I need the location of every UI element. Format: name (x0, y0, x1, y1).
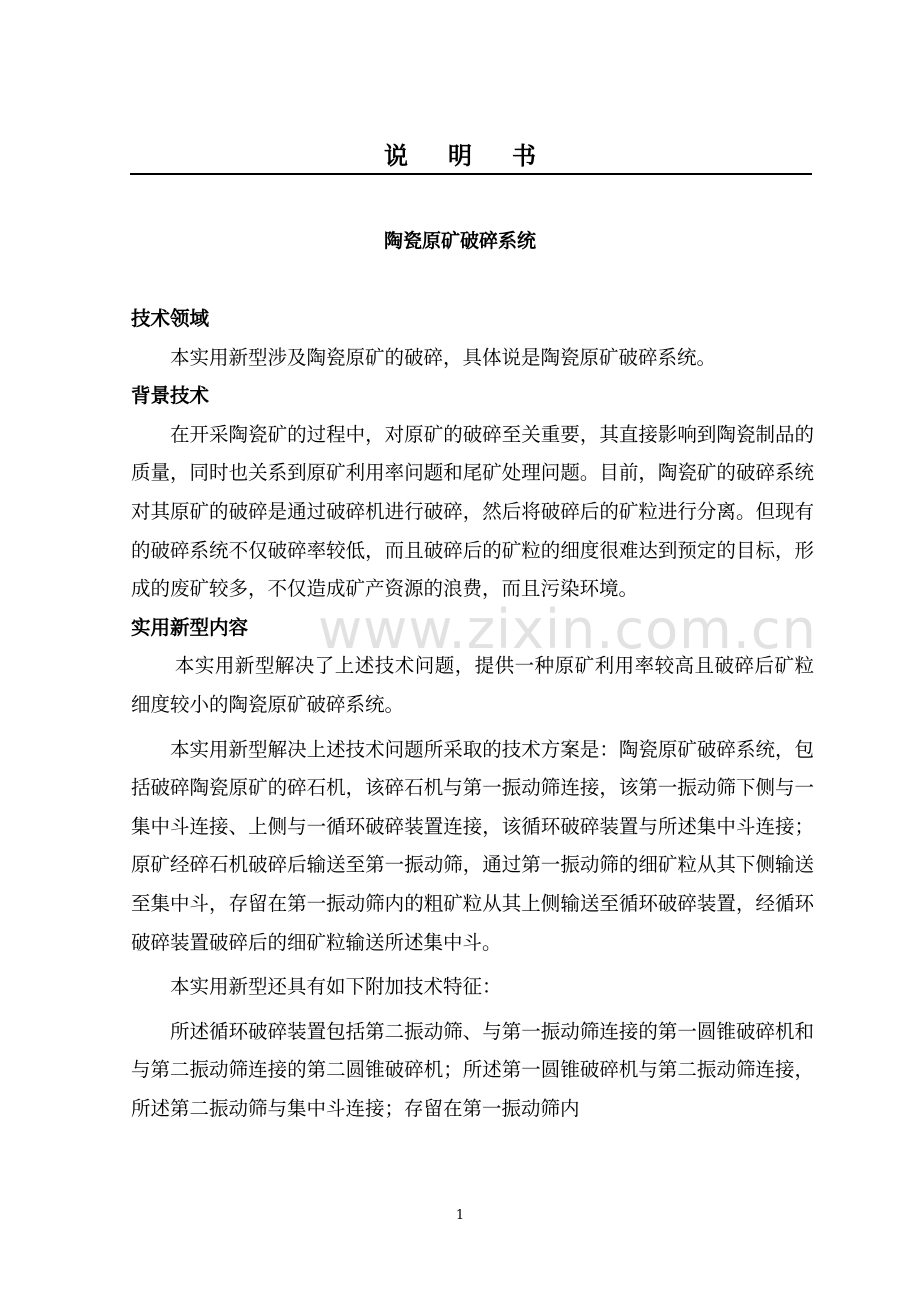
paragraph: 本实用新型还具有如下附加技术特征： (170, 975, 502, 999)
paragraph: 所述循环破碎装置包括第二振动筛、与第一振动筛连接的第一圆锥破碎机和与第二振动筛连接的第二圆锥破碎机；所述第一圆锥破碎机与第二振动筛连接，所述第二振动筛与集中斗连接；存留在第一振动筛内 (131, 1019, 814, 1120)
paragraph: 本实用新型解决上述技术问题所采取的技术方案是：陶瓷原矿破碎系统，包括破碎陶瓷原矿的碎石机，该碎石机与第一振动筛连接，该第一振动筛下侧与一集中斗连接、上侧与一循环破碎装置连接，该循环破碎装置与所述集中斗连接；原矿经碎石机破碎后输送至第一振动筛，通过第一振动筛的细矿粒从其下侧输送至集中斗，存留在第一振动筛内的粗矿粒从其上侧输送至循环破碎装置，经循环破碎装置破碎后的细矿粒输送所述集中斗。 (131, 737, 814, 954)
paragraph: 本实用新型涉及陶瓷原矿的破碎，具体说是陶瓷原矿破碎系统。 (170, 345, 717, 369)
document-title: 陶瓷原矿破碎系统 (383, 230, 536, 252)
paragraph: 本实用新型解决了上述技术问题，提供一种原矿利用率较高且破碎后矿粒细度较小的陶瓷原矿破碎系统。 (131, 654, 814, 716)
watermark: www.zixin.com.cn (318, 598, 817, 661)
section-heading-background: 背景技术 (131, 384, 210, 408)
document-body (131, 300, 814, 1128)
page-title: 说明书 (384, 141, 576, 170)
section-heading-content: 实用新型内容 (131, 615, 249, 639)
page-number: 1 (455, 1208, 465, 1223)
title-rule (130, 173, 812, 175)
paragraph: 在开采陶瓷矿的过程中，对原矿的破碎至关重要，其直接影响到陶瓷制品的质量，同时也关系到原矿利用率问题和尾矿处理问题。目前，陶瓷矿的破碎系统对其原矿的破碎是通过破碎机进行破碎，然后将破碎后的矿粒进行分离。但现有的破碎系统不仅破碎率较低，而且破碎后的矿粒的细度很难达到预定的目标，形成的废矿较多，不仅造成矿产资源的浪费，而且污染环境。 (131, 422, 814, 601)
section-heading-tech-field: 技术领域 (131, 307, 210, 330)
